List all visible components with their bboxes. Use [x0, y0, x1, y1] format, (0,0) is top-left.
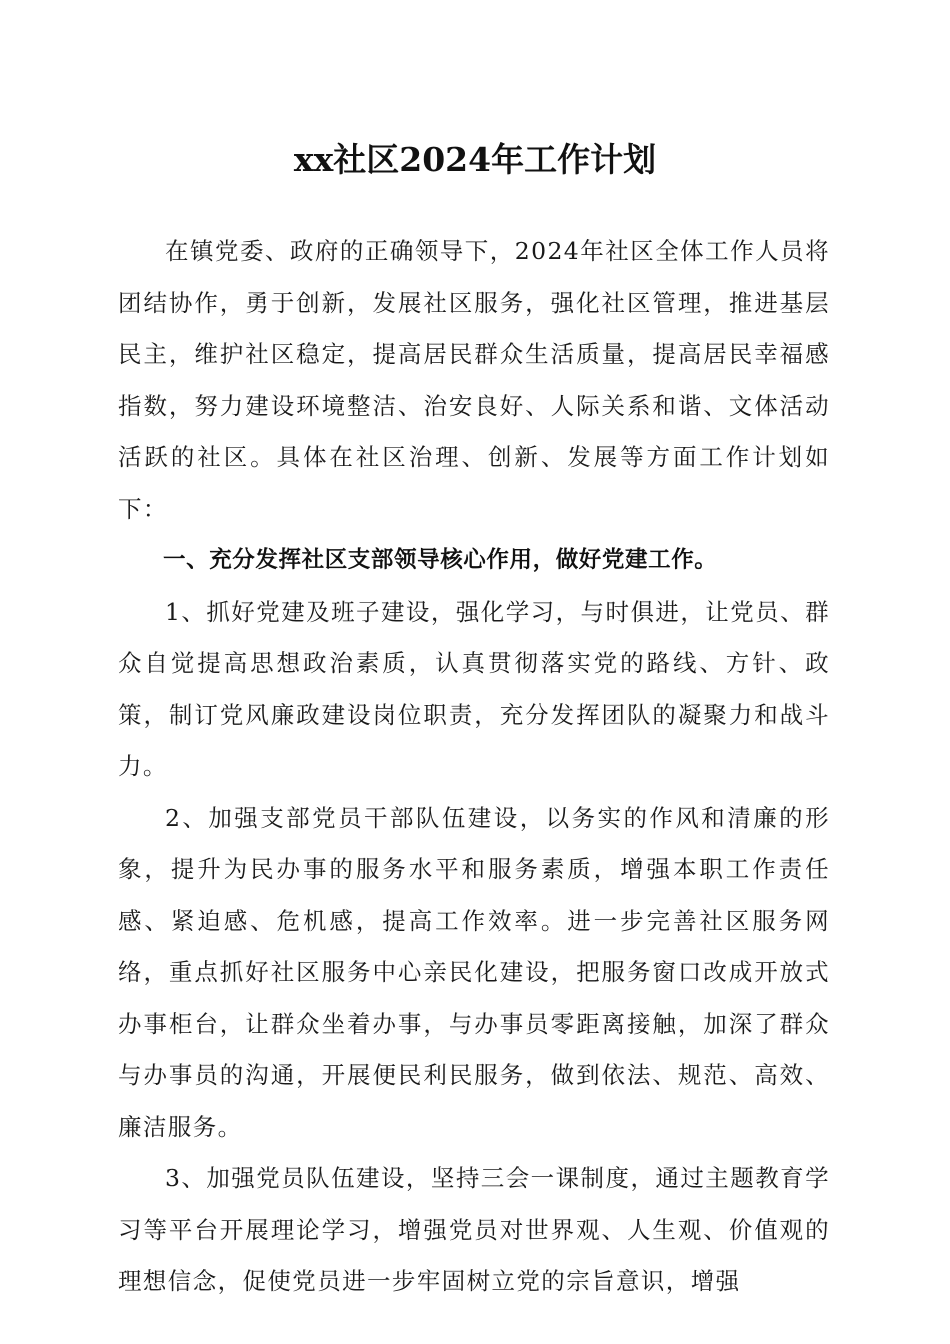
document-title: xx社区2024年工作计划 [293, 140, 657, 179]
document-body [118, 226, 830, 1308]
section-heading: 一、充分发挥社区支部领导核心作用，做好党建工作。 [163, 547, 718, 573]
item-paragraph-3: 3、加强党员队伍建设，坚持三会一课制度，通过主题教育学习等平台开展理论学习，增强党员对世界观、人生观、价值观的理想信念，促使党员进一步牢固树立党的宗旨意识，增强 [118, 1164, 830, 1295]
intro-paragraph: 在镇党委、政府的正确领导下，2024年社区全体工作人员将团结协作，勇于创新，发展社区服务，强化社区管理，推进基层民主，维护社区稳定，提高居民群众生活质量，提高居民幸福感指数，努力建设环境整洁、治安良好、人际关系和谐、文体活动活跃的社区。具体在社区治理、创新、发展等方面工作计划如下： [118, 237, 830, 523]
item-paragraph-2: 2、加强支部党员干部队伍建设，以务实的作风和清廉的形象，提升为民办事的服务水平和服务素质，增强本职工作责任感、紧迫感、危机感，提高工作效率。进一步完善社区服务网络，重点抓好社区服务中心亲民化建设，把服务窗口改成开放式办事柜台，让群众坐着办事，与办事员零距离接触，加深了群众与办事员的沟通，开展便民利民服务，做到依法、规范、高效、廉洁服务。 [118, 803, 830, 1141]
item-paragraph-1: 1、抓好党建及班子建设，强化学习，与时俱进，让党员、群众自觉提高思想政治素质，认真贯彻落实党的路线、方针、政策，制订党风廉政建设岗位职责，充分发挥团队的凝聚力和战斗力。 [118, 597, 830, 780]
